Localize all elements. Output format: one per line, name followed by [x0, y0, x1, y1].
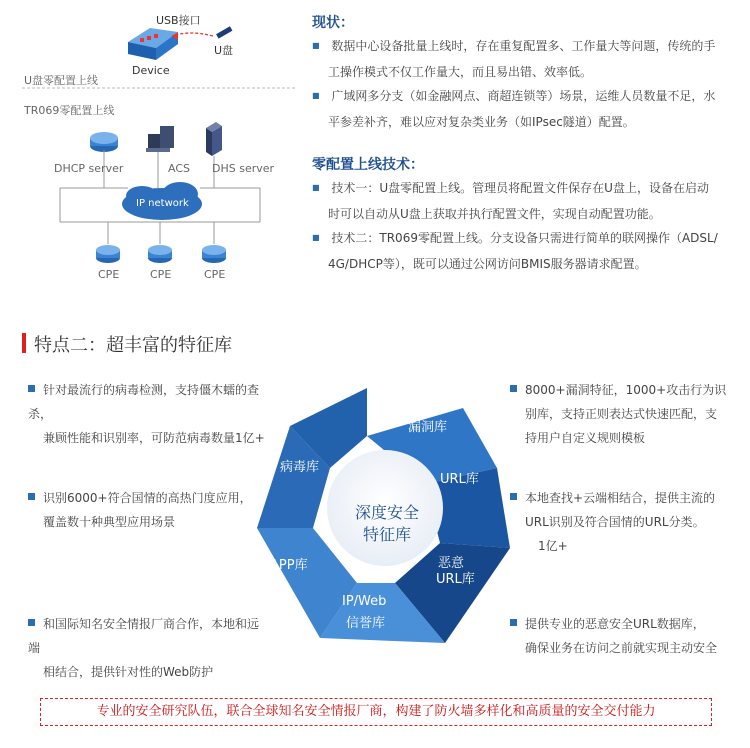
udisk-label: U盘	[214, 44, 234, 57]
wheel-label-malicious: 恶意	[438, 556, 465, 571]
feature-line: 本地查找+云端相结合，提供主流的	[525, 491, 716, 505]
ip-network-label: IP network	[136, 198, 189, 209]
wheel-center-line2: 特征库	[362, 525, 411, 544]
diagram-graphics	[0, 0, 300, 300]
tech-item	[312, 176, 742, 226]
bullet-icon	[28, 385, 35, 392]
wheel-label-ipweb: IP/Web	[342, 594, 387, 609]
feature-line: 确保业务在访问之前就实现主动安全	[525, 641, 718, 655]
feature-line: 提供专业的恶意安全URL数据库，	[525, 617, 705, 631]
feature-line: 覆盖数十种典型应用场景	[43, 515, 176, 529]
cpe-label: CPE	[204, 268, 226, 281]
feature-line: 8000+漏洞特征，1000+攻击行为识	[525, 383, 727, 397]
wheel-center-line1: 深度安全	[354, 503, 419, 522]
tech-item-line: 技术二：TR069零配置上线。分支设备只需进行简单的联网操作（ADSL/	[331, 231, 718, 245]
wheel-label-malicious-url: URL库	[436, 572, 475, 587]
dhs-server-icon	[206, 122, 222, 156]
cpe-label: CPE	[150, 268, 172, 281]
feature-line: URL识别及符合国情的URL分类。	[525, 515, 705, 529]
feature-item	[510, 378, 740, 450]
feature-wheel	[250, 368, 520, 658]
usb-port-label: USB接口	[156, 14, 201, 27]
dhs-server-label: DHS server	[212, 162, 275, 175]
footer-text: 专业的安全研究队伍，联合全球知名安全情报厂商，构建了防火墙多样化和高质量的安全交付能力	[96, 704, 656, 719]
feature-item	[28, 486, 268, 534]
dhcp-router-icon	[90, 132, 118, 152]
feature-line: 和国际知名安全情报厂商合作，本地和远端	[28, 617, 260, 655]
tech-title: 零配置上线技术：	[312, 157, 424, 173]
device-label: Device	[132, 64, 170, 77]
dhcp-server-label: DHCP server	[54, 162, 124, 175]
wheel-label-reputation: 信誉库	[346, 616, 386, 631]
wheel-label-vuln: 漏洞库	[408, 420, 448, 435]
feature-line: 相结合，提供针对性的Web防护	[43, 665, 214, 679]
status-item-line: 数据中心设备批量上线时，存在重复配置多、工作量大等问题，传统的手	[331, 39, 716, 53]
tr069-provision-label: TR069零配置上线	[24, 104, 115, 117]
footer-banner	[40, 698, 712, 726]
bullet-icon	[28, 619, 35, 626]
tech-item-line: 4G/DHCP等），既可以通过公网访问BMIS服务器请求配置。	[328, 257, 647, 271]
acs-label: ACS	[168, 162, 190, 175]
usb-drive-icon	[216, 26, 232, 38]
status-item-line: 工操作模式不仅工作量大，而且易出错、效率低。	[328, 65, 593, 79]
status-item-line: 平参差补齐，难以应对复杂类业务（如IPsec隧道）配置。	[328, 115, 635, 129]
feature-item	[28, 612, 268, 684]
feature-line: 兼顾性能和识别率，可防范病毒数量1亿+	[43, 431, 265, 445]
tech-item-line: 技术一：U盘零配置上线。管理员将配置文件保存在U盘上，设备在启动	[331, 181, 709, 195]
bullet-icon	[28, 493, 35, 500]
status-item	[312, 84, 742, 134]
status-item	[312, 34, 742, 84]
tech-section	[312, 154, 742, 276]
status-title: 现状：	[312, 15, 354, 31]
feature-line: 持用户自定义规则模板	[525, 431, 646, 445]
section-title: 特点二：超丰富的特征库	[34, 335, 232, 356]
feature-line: 识别6000+符合国情的高热门度应用，	[43, 491, 252, 505]
usb-arrow	[172, 33, 213, 36]
feature-item	[28, 378, 268, 450]
feature-line: 针对最流行的病毒检测，支持僵木蠕的查杀，	[28, 383, 260, 421]
status-item-line: 广域网多分支（如金融网点、商超连锁等）场景，运维人员数量不足，水	[331, 89, 716, 103]
udisk-provision-label: U盘零配置上线	[24, 74, 99, 87]
section-title-bar	[22, 333, 26, 353]
cpe-router-icon	[148, 245, 172, 263]
feature-line: 1亿+	[538, 539, 568, 553]
feature-item	[510, 486, 740, 558]
device-icon	[128, 28, 178, 60]
feature-item	[510, 612, 740, 660]
cpe-router-icon	[96, 245, 120, 263]
wheel-label-virus: 病毒库	[280, 460, 320, 475]
acs-computer-icon	[146, 126, 174, 152]
cpe-label: CPE	[98, 268, 120, 281]
wheel-label-app: APP库	[270, 558, 308, 573]
tech-item	[312, 226, 742, 276]
tech-item-line: 时可以自动从U盘上获取并执行配置文件，实现自动配置功能。	[328, 207, 661, 221]
wheel-label-url: URL库	[440, 472, 479, 487]
feature-line: 别库，支持正则表达式快速匹配，支	[525, 407, 718, 421]
cpe-router-icon	[202, 245, 226, 263]
status-section	[312, 12, 742, 134]
